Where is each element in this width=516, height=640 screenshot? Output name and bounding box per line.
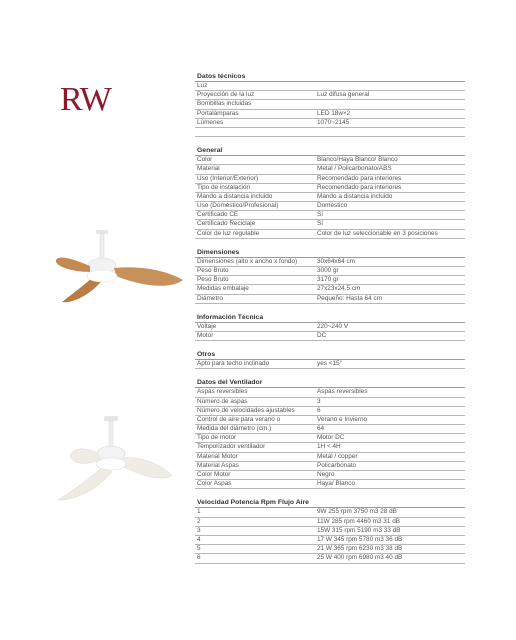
spec-label: 1: [197, 508, 201, 516]
spec-value: Sí: [317, 220, 324, 228]
spec-row: [195, 276, 465, 285]
spec-value: 27x23x24.5 cm: [317, 285, 361, 293]
spec-value: Mando a distancia incluido: [317, 192, 393, 200]
spec-row: [195, 462, 465, 471]
spec-row: [195, 193, 465, 202]
spec-row: [195, 425, 465, 434]
spec-row: [195, 434, 465, 443]
spec-row: [195, 416, 465, 425]
spec-value: Policarbonato: [317, 461, 357, 469]
section-title: Información Técnica: [195, 313, 465, 323]
spec-label: Tipo de motor: [197, 434, 237, 442]
spec-value: 3: [317, 397, 321, 405]
spec-value: Motor DC: [317, 434, 345, 442]
brand-logo: [58, 78, 138, 118]
spec-value: 220~240 V: [317, 322, 349, 330]
spec-value: LED 18w×2: [317, 109, 351, 117]
spec-label: Color Aspas: [197, 480, 232, 488]
spec-row: [195, 453, 465, 462]
spec-row: [195, 323, 465, 332]
spec-value: 15W 315 rpm 5190 m3 33 dB: [317, 526, 401, 534]
spec-row: [195, 536, 465, 545]
spec-label: Número de aspas: [197, 397, 248, 405]
spec-value: Aspas reversibles: [317, 388, 368, 396]
spec-row: [195, 508, 465, 517]
spec-row: [195, 230, 465, 239]
spec-value: Recomendado para interiores: [317, 183, 402, 191]
spec-row: [195, 407, 465, 416]
spec-label: Temporizador ventilador: [197, 443, 266, 451]
spec-row: [195, 480, 465, 489]
spec-value: 17 W 345 rpm 5780 m3 36 dB: [317, 535, 403, 543]
spec-value: DC: [317, 331, 327, 339]
spec-label: Peso Bruto: [197, 276, 229, 284]
spec-row: [195, 220, 465, 229]
section-title: Dimensiones: [195, 248, 465, 258]
spec-row: [195, 128, 465, 137]
spec-row: [195, 258, 465, 267]
spec-section: [195, 378, 465, 489]
spec-value: 3000 gr: [317, 267, 339, 274]
spec-label: Dimensiones (alto x ancho x fondo): [197, 257, 298, 265]
spec-row: [195, 398, 465, 407]
spec-row: [195, 332, 465, 341]
spec-value: 11W 285 rpm 4460 m3 31 dB: [317, 517, 401, 525]
section-title: Otros: [195, 350, 465, 360]
spec-label: Diámetro: [197, 294, 223, 302]
spec-value: Metal / Policarbonato/ABS: [317, 165, 392, 173]
spec-value: 64: [317, 425, 325, 433]
spec-row: [195, 100, 465, 109]
spec-label: Aspas reversibles: [197, 388, 248, 396]
spec-label: Motor: [197, 331, 214, 339]
spec-label: Voltaje: [197, 322, 217, 330]
spec-value: 30x64x64 cm: [317, 257, 356, 265]
spec-label: 3: [197, 526, 201, 534]
spec-value: Luz difusa general: [317, 91, 370, 99]
spec-row: [195, 527, 465, 536]
spec-value: [317, 82, 465, 90]
spec-value: Recomendado para interiores: [317, 174, 402, 182]
spec-label: Apto para techo inclinado: [197, 360, 270, 368]
spec-label: Control de aire para verano o: [197, 415, 281, 423]
spec-section: [195, 313, 465, 341]
spec-value: Color de luz seleccionable en 3 posiciones: [317, 229, 438, 237]
spec-value: Sí: [317, 211, 324, 219]
spec-section: [195, 72, 465, 137]
spec-label: [195, 128, 317, 136]
spec-value: Metal / copper: [317, 452, 358, 460]
spec-label: Número de velocidades ajustables: [197, 406, 295, 414]
spec-label: Portalámparas: [197, 109, 239, 117]
spec-label: Medida del diámetro (cm.): [197, 425, 272, 433]
spec-value: 9W 255 rpm 3750 m3 28 dB: [317, 508, 397, 516]
fan-image-white: [50, 408, 190, 508]
spec-value: 6: [317, 406, 321, 414]
spec-label: Medidas embalaje: [197, 285, 249, 293]
logo-text: RW: [60, 81, 111, 118]
section-title: General: [195, 146, 465, 156]
spec-row: [195, 267, 465, 276]
spec-label: 4: [197, 535, 201, 543]
spec-label: Uso (Doméstico/Profesional): [197, 202, 279, 210]
spec-row: [195, 175, 465, 184]
spec-value: Haya/ Blanco: [317, 480, 356, 488]
spec-label: Color de luz regulable: [197, 229, 260, 237]
spec-value: 25 W 400 rpm 6980 m3 40 dB: [317, 554, 403, 562]
spec-row: [195, 119, 465, 128]
spec-label: Certificado Reciclaje: [197, 220, 256, 228]
spec-label: Proyección de la luz: [197, 91, 255, 99]
spec-table: [195, 72, 465, 573]
spec-label: 6: [197, 554, 201, 562]
spec-row: [195, 165, 465, 174]
section-title: Datos técnicos: [195, 72, 465, 82]
spec-label: Luz: [197, 82, 208, 89]
spec-value: [317, 100, 465, 108]
spec-label: Uso (Interior/Exterior): [197, 174, 259, 182]
spec-value: Doméstico: [317, 202, 348, 210]
fan-image-wood: [50, 222, 190, 312]
spec-row: [195, 82, 465, 91]
spec-label: 2: [197, 517, 201, 525]
spec-section: [195, 146, 465, 239]
spec-row: [195, 156, 465, 165]
spec-row: [195, 554, 465, 563]
spec-value: 1070~2145: [317, 118, 350, 126]
spec-row: [195, 184, 465, 193]
spec-label: Peso Bruto: [197, 267, 229, 274]
spec-section: [195, 350, 465, 369]
spec-row: [195, 388, 465, 397]
spec-value: [317, 128, 465, 136]
spec-section: [195, 498, 465, 563]
spec-row: [195, 91, 465, 100]
spec-label: Tipo de instalación: [197, 183, 251, 191]
spec-row: [195, 295, 465, 304]
spec-row: [195, 518, 465, 527]
spec-value: 1H < 4H: [317, 443, 341, 451]
spec-label: Lúmenes: [197, 118, 224, 126]
spec-row: [195, 202, 465, 211]
spec-value: Negro: [317, 471, 335, 478]
spec-label: Bombillas incluidas: [197, 100, 252, 108]
spec-value: Verano e Invierno: [317, 415, 368, 423]
spec-value: yes <15°: [317, 360, 343, 368]
spec-label: 5: [197, 545, 201, 553]
spec-label: Color: [197, 156, 213, 164]
spec-label: Material Aspas: [197, 461, 239, 469]
spec-value: Pequeño: Hasta 64 cm: [317, 294, 383, 302]
spec-value: 21 W 365 rpm 6230 m3 38 dB: [317, 545, 403, 553]
section-title: Velocidad Potencia Rpm Flujo Aire: [195, 498, 465, 508]
spec-row: [195, 360, 465, 369]
spec-label: Mando a distancia incluido: [197, 192, 273, 200]
spec-label: Certificado CE: [197, 211, 239, 219]
spec-value: Blanco/Haya Blanco/ Blanco: [317, 156, 398, 164]
spec-value: 3170 gr: [317, 276, 339, 284]
spec-row: [195, 110, 465, 119]
spec-label: Material: [197, 165, 220, 173]
spec-row: [195, 285, 465, 294]
spec-row: [195, 545, 465, 554]
spec-label: Material Motor: [197, 452, 238, 460]
spec-row: [195, 211, 465, 220]
spec-row: [195, 443, 465, 452]
section-title: Datos del Ventilador: [195, 378, 465, 388]
spec-section: [195, 248, 465, 304]
spec-row: [195, 471, 465, 480]
spec-label: Color Motor: [197, 471, 231, 478]
